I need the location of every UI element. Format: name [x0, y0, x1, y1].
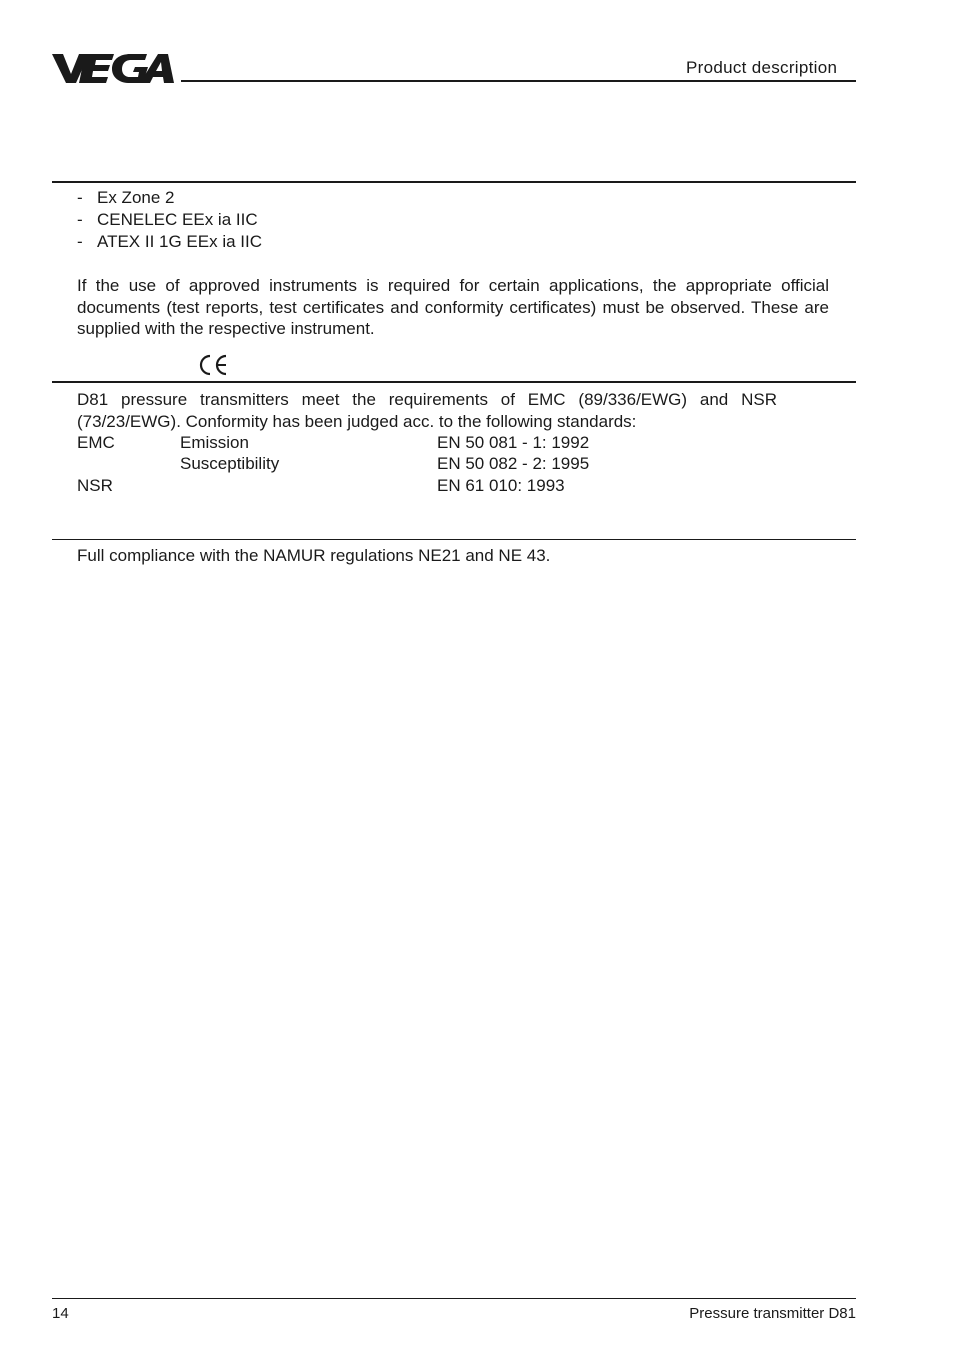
vega-logo [52, 50, 174, 86]
standard-number: EN 61 010: 1993 [437, 476, 565, 495]
standard-type: Emission [180, 433, 249, 452]
section-rule-approvals [52, 181, 856, 183]
list-item: - ATEX II 1G EEx ia IIC [77, 232, 263, 251]
standard-directive: NSR [77, 476, 113, 495]
header-rule [181, 80, 856, 82]
standard-directive: EMC [77, 433, 115, 452]
section-rule-ce [52, 381, 856, 383]
namur-text: Full compliance with the NAMUR regulations NE21 and NE 43. [77, 546, 551, 565]
section-title: Product description [686, 58, 838, 77]
standard-number: EN 50 081 - 1: 1992 [437, 433, 590, 452]
standard-number: EN 50 082 - 2: 1995 [437, 454, 590, 473]
footer-rule [52, 1298, 856, 1299]
list-item: - CENELEC EEx ia IIC [77, 210, 258, 229]
approvals-note: If the use of approved instruments is required for certain applications, the appropriate official documents (test reports, test certificates and conformity certificates) must be observed. These are supplied with the respective instrument. [77, 276, 829, 339]
standard-type: Susceptibility [180, 454, 280, 473]
ce-intro: D81 pressure transmitters meet the requirements of EMC (89/336/EWG) and NSR (73/23/EWG). Conformity has been judged acc. to the following standards: [77, 390, 777, 431]
document-title: Pressure transmitter D81 [689, 1305, 856, 1322]
ce-mark-icon [197, 353, 229, 377]
page-number: 14 [52, 1305, 69, 1322]
section-rule-namur [52, 539, 856, 540]
list-item: - Ex Zone 2 [77, 188, 175, 207]
